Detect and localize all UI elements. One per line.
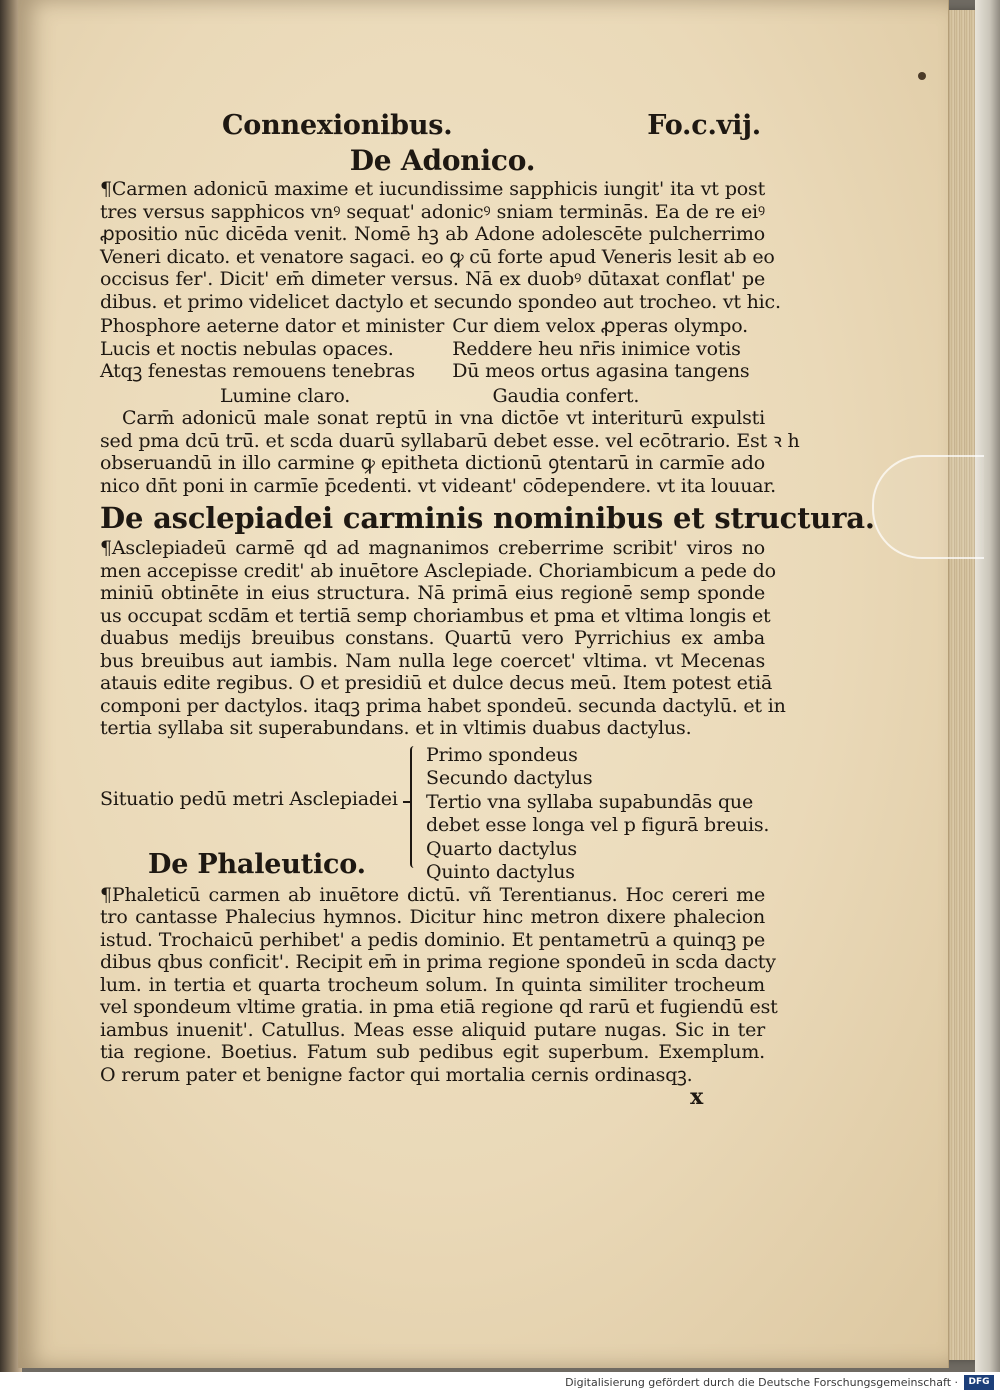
text-line: ¶Carmen adonicū maxime et iucundissime sapphicis iungit' ita vt post [100,178,765,200]
verse-line-right: Cur diem velox ꝓperas olympo. [452,315,748,337]
text-line: Carm̄ adonicū male sonat reptū in vna dictōe vt interiturū expulsti [122,407,765,429]
asclepiadeo-paragraph [100,537,786,740]
text-line: bus breuibus aut iambis. Nam nulla lege coercet' vltima. vt Mecenas [100,649,765,672]
adonico-tail-paragraph [100,407,800,497]
text-line: istud. Trochaicū perhibet' a pedis dominio. Et pentametrū a quinqꝫ pe [100,928,765,951]
verse-close-left: Lumine claro. [220,384,351,407]
verse-line-left: Phosphore aeterne dator et minister [100,315,445,337]
text-line: obseruandū in illo carmine ꝙ epitheta dictionū ꝯtentarū in carmīe ado [100,452,765,474]
scheme-item: Secundo dactylus [426,767,593,789]
text-line: iambus inuenit'. Catullus. Meas esse aliquid putare nugas. Sic in ter [100,1018,765,1041]
scheme-item: Tertio vna syllaba supabundās que [426,790,753,813]
scheme-item: Quarto dactylus [426,837,577,860]
section-title-asclepiadeo: De asclepiadei carminis nominibus et structura. [100,501,875,535]
scheme-item: Primo spondeus [426,743,578,766]
text-line: dibus. et primo videlicet dactylo et secundo spondeo aut trocheo. vt hic. [100,290,781,313]
ink-speck [918,72,926,80]
text-line: tia regione. Boetius. Fatum sub pedibus egit superbum. Exemplum. [100,1041,765,1063]
text-line: O rerum pater et benigne factor qui mortalia cernis ordinasqꝫ. [100,1063,693,1086]
verse-closing [100,385,765,408]
adonico-paragraph [100,178,781,313]
text-line: tro cantasse Phalecius hymnos. Dicitur hinc metron dixere phalecion [100,906,765,928]
footer-bar [0,1372,1000,1394]
text-line: tertia syllaba sit superabundans. et in vltimis duabus dactylus. [100,717,692,739]
text-line: ¶Asclepiadeū carmē qd ad magnanimos creberrime scribit' viros no [100,537,765,559]
verse-line-left: Atqꝫ fenestas remouens tenebras [100,360,415,382]
text-line: lum. in tertia et quarta trocheum solum. In quinta similiter trocheum [100,973,765,996]
text-line: sed pma dcū trū̄. et scda duarū syllabarū debet esse. vel ecōtrario. Est ꝛ h [100,429,800,452]
text-line: tres versus sapphicos vnꝰ sequat' adonicꝰ sniam terminās. Ea de re eiꝰ [100,200,765,223]
scheme-item: debet esse longa vel p figurā breuis. [426,814,770,836]
verse-example [100,315,765,383]
section-title-adonico: De Adonico. [349,144,536,177]
verse-line-right: Reddere heu nr̄is inimice votis [452,337,741,360]
text-line: miniū obtinēte in eius structura. Nā primā eius regionē semp sponde [100,582,765,604]
verse-line-right: Dū meos ortus agasina tangens [452,360,750,382]
phaleutico-paragraph [100,883,778,1087]
folio-number: Fo.c.vij. [647,110,761,141]
running-header [100,108,765,144]
running-title: Connexionibus. [222,110,453,141]
scheme-label: Situatio pedū metri Asclepiadei [100,787,398,810]
scheme-item: Quinto dactylus [426,861,575,883]
text-line: duabus medijs breuibus constans. Quartū vero Pyrrichius ex amba [100,627,765,649]
text-line: Veneri dicato. et venatore sagaci. eo ꝙ cū forte apud Veneris lesit ab eo [100,245,775,268]
verse-close-right: Gaudia confert. [492,384,640,407]
foot-scheme [100,743,770,883]
footer-credit: Digitalisierung gefördert durch die Deutsche Forschungsgemeinschaft · [565,1376,958,1389]
text-line: componi per dactylos. itaqꝫ prima habet spondeū. secunda dactylū. et in [100,694,786,717]
page-text-block [100,108,875,1110]
catchword-mark: x [690,1084,703,1110]
dfg-logo: DFG [964,1375,994,1390]
text-line: ꝓpositio nūc dicēda venit. Nomē hꝫ ab Adone adolescēte pulcherrimo [100,223,765,245]
text-line: us occupat scdām et tertiā semp choriambus et pma et vltima longis et [100,604,771,627]
text-line: vel spondeum vltime gratia. in pma etiā regione qd rarū et fugiendū est [100,996,778,1018]
text-line: occisus fer'. Dicit' em̄ dimeter versus. Nā ex duobꝰ dūtaxat conflat' pe [100,268,765,290]
scheme-list [426,744,769,885]
cover-board [975,0,1000,1372]
text-line: atauis edite regibus. O et presidiū et dulce decus meū. Item potest etiā [100,672,773,694]
text-line: men accepisse credit' ab inuētore Asclepiade. Choriambicum a pede do [100,559,776,582]
curly-brace [410,746,420,868]
text-line: ¶Phaleticū carmen ab inuētore dictū. vñ Terentianus. Hoc cereri me [100,883,765,906]
section-title-phaleutico: De Phaleutico. [148,848,366,880]
page-clip [872,455,984,559]
text-line: nico dn̄t poni in carmīe p̄cedenti. vt videant' cōdependere. vt ita louuar. [100,474,776,497]
text-line: dibus qbus conficit'. Recipit em̄ in prima regione spondeū in scda dacty [100,951,776,973]
verse-line-left: Lucis et noctis nebulas opaces. [100,337,394,360]
